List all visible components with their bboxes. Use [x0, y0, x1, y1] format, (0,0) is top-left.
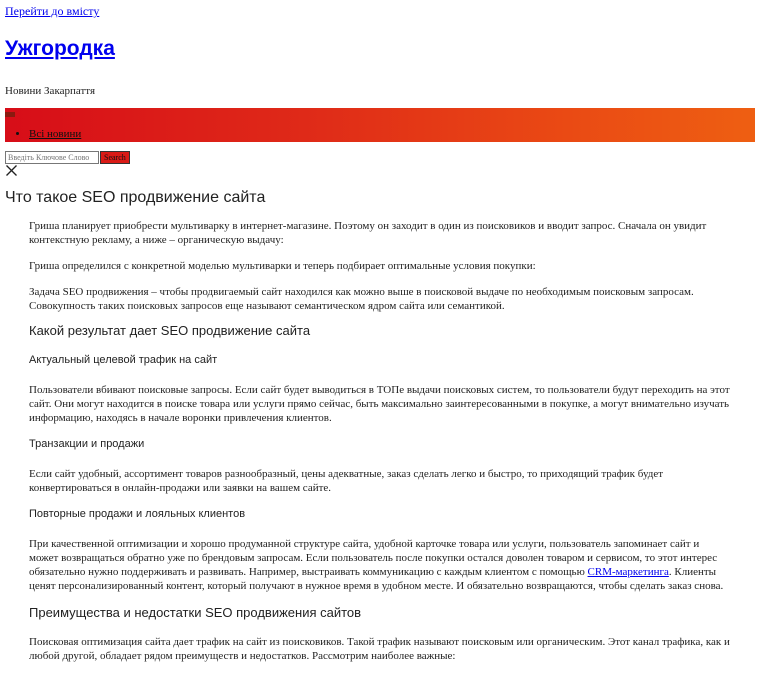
- paragraph-text: При качественной оптимизации и хорошо продуманной структуре сайта, удобной карточке товара или услуги, пользователь запоминает сайт и может возвращаться обратно уже по брендовым запросам. Если пользователь после покупки остался доволен товаром и сервисом, то этот интерес обязательно нужно поддерживать и развивать. Например, выстраивать коммуникацию с каждым клиентом с помощью: [29, 538, 718, 578]
- subheading-transactions: Транзакции и продажи: [29, 438, 145, 450]
- section-heading-pros-cons: Преимущества и недостатки SEO продвижения сайтов: [29, 605, 362, 620]
- site-title-link[interactable]: Ужгородка: [5, 37, 115, 60]
- article-paragraph: Поисковая оптимизация сайта дает трафик на сайт из поисковиков. Такой трафик называют поисковым или органическим. Этот канал трафика, как и любой другой, обладает рядом преимуществ и недостатков. Рассмотрим наиболее важные:: [29, 636, 730, 662]
- article-paragraph: Гриша определился с конкретной моделью мультиварки и теперь подбирает оптимальные условия покупки:: [29, 260, 536, 272]
- menu-toggle-button[interactable]: [5, 112, 15, 117]
- nav-link-all-news[interactable]: Всі новини: [29, 128, 82, 140]
- article-paragraph: Гриша планирует приобрести мультиварку в интернет-магазине. Поэтому он заходит в один из поисковиков и вводит запрос. Сначала он увидит контекстную рекламу, а ниже – органическую выдачу:: [29, 220, 707, 246]
- article-title: Что такое SEO продвижение сайта: [5, 189, 266, 206]
- subheading-repeat-sales: Повторные продажи и лояльных клиентов: [29, 508, 246, 520]
- site-tagline: Новини Закарпаття: [5, 85, 96, 97]
- subheading-traffic: Актуальный целевой трафик на сайт: [29, 354, 218, 366]
- nav-item-all-news: [29, 127, 81, 141]
- search-form: [5, 151, 130, 164]
- search-button[interactable]: Search: [100, 151, 130, 164]
- article-content: [29, 219, 731, 675]
- search-input[interactable]: [5, 151, 99, 164]
- nav-menu: [5, 127, 81, 141]
- section-heading-result: Какой результат дает SEO продвижение сайта: [29, 323, 311, 338]
- site-title: [5, 36, 115, 62]
- crm-marketing-link[interactable]: CRM-маркетинга: [587, 566, 669, 578]
- article-paragraph: [29, 537, 731, 593]
- article-paragraph: Если сайт удобный, ассортимент товаров разнообразный, цены адекватные, заказ сделать легко и быстро, то приходящий трафик будет конвертироваться в онлайн-продажи или заявки на вашем сайте.: [29, 468, 664, 494]
- main-navigation: [5, 108, 755, 142]
- close-icon[interactable]: [5, 164, 18, 177]
- article-paragraph: Пользователи вбивают поисковые запросы. Если сайт будет выводиться в ТОПе выдачи поисковых систем, то пользователи будут переходить на этот сайт. Они могут находится в поиске товара или услуги прямо сейчас, быть максимально заинтересованными в покупке, а могут внимательно изучать информацию, находясь в начале воронки привлечения клиентов.: [29, 384, 730, 424]
- skip-to-content-link[interactable]: Перейти до вмісту: [5, 4, 100, 18]
- article-paragraph: Задача SEO продвижения – чтобы продвигаемый сайт находился как можно выше в поисковой выдаче по необходимым поисковым запросам. Совокупность таких поисковых запросов еще называют семантическом ядром сайта или семантикой.: [29, 286, 694, 312]
- paragraph-text: . Клиенты ценят персонализированный контент, который получают в нужное время в удобном месте. И обязательно возвращаются, чтобы сделать заказ снова.: [29, 566, 724, 592]
